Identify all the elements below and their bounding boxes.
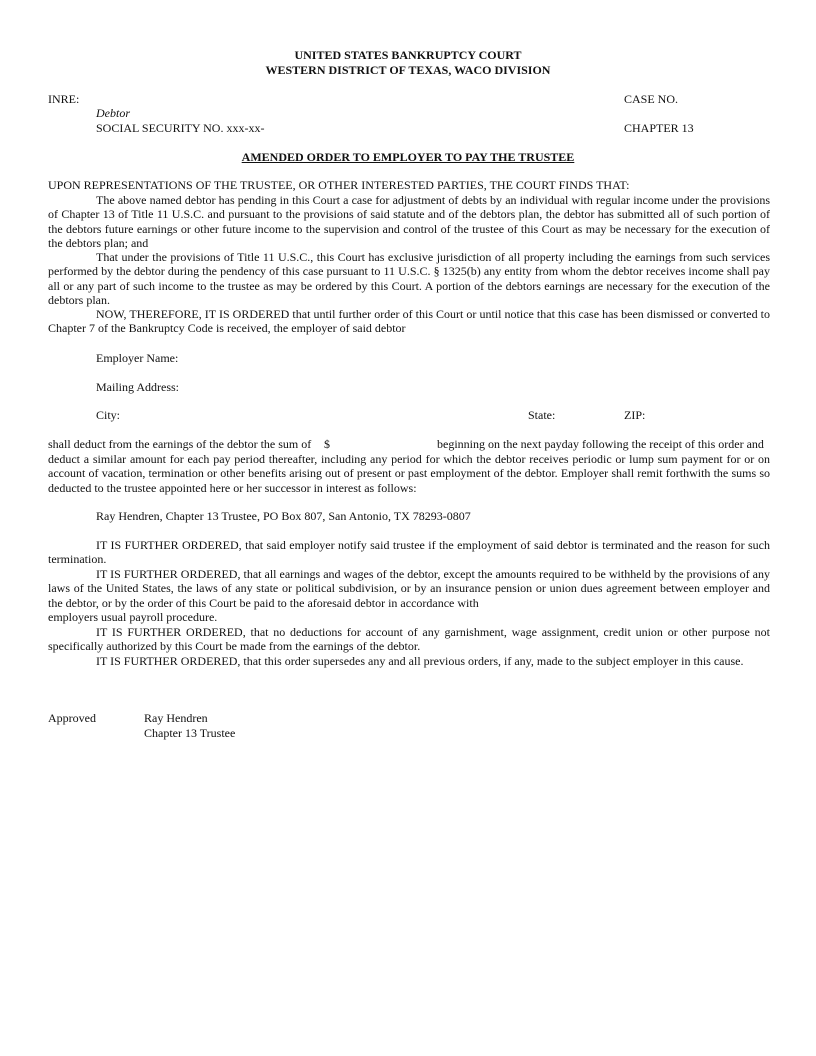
further-order-3-text: IT IS FURTHER ORDERED, that no deductions for account of any garnishment, wage assignment, credit union or other purpose not specifically authorized by this Court be made from the earnings of the debtor. [48,625,770,654]
further-order-2 [48,567,770,610]
ssn-label: SOCIAL SECURITY NO. xxx-xx- [96,121,265,135]
further-order-1 [48,538,770,567]
order-title: AMENDED ORDER TO EMPLOYER TO PAY THE TRUSTEE [241,150,575,164]
trustee-role: Chapter 13 Trustee [144,726,236,740]
court-district: WESTERN DISTRICT OF TEXAS, WACO DIVISION [265,63,551,77]
trustee-address: Ray Hendren, Chapter 13 Trustee, PO Box 807, San Antonio, TX 78293-0807 [96,509,471,523]
further-order-4-text: IT IS FURTHER ORDERED, that this order supersedes any and all previous orders, if any, made to the subject employer in this cause. [96,654,744,668]
zip-label: ZIP: [624,408,646,422]
finding-paragraph-2 [48,250,770,308]
trustee-name: Ray Hendren [144,711,208,725]
chapter-label: CHAPTER 13 [624,121,694,135]
approved-label: Approved [48,711,96,725]
finding-paragraph-1 [48,193,770,251]
deduction-first-line-rest: beginning on the next payday following the receipt of this order and [437,437,764,451]
in-re-label: INRE: [48,92,80,106]
finding-paragraph-1-text: The above named debtor has pending in this Court a case for adjustment of debts by an individual with regular income under the provisions of Chapter 13 of Title 11 U.S.C. and pursuant to the provisions of said statute and of the debtors plan, the debtor has submitted all of such portion of the debtors future earnings or other future income to the supervision and control of the trustee of this Court as may be necessary for the execution of the debtors plan; and [48,193,770,251]
city-label: City: [96,408,121,422]
order-paragraph-text: NOW, THEREFORE, IT IS ORDERED that until further order of this Court or until notice that this case has been dismissed or converted to Chapter 7 of the Bankruptcy Code is received, the employer of said debtor [48,307,770,336]
further-order-4 [48,654,770,668]
court-name: UNITED STATES BANKRUPTCY COURT [294,48,522,62]
order-paragraph [48,307,770,336]
employer-name-label: Employer Name: [96,351,179,365]
state-label: State: [528,408,556,422]
further-order-1-text: IT IS FURTHER ORDERED, that said employer notify said trustee if the employment of said debtor is terminated and the reason for such termination. [48,538,770,567]
finding-paragraph-2-text: That under the provisions of Title 11 U.S.C., this Court has exclusive jurisdiction of all property including the earnings from such services performed by the debtor during the pendency of this case pursuant to 11 U.S.C. § 1325(b) any entity from whom the debtor receives income shall pay all or any part of such income to the trustee as may be ordered by this Court. A portion of the debtors earnings are necessary for the execution of the debtors plan. [48,250,770,308]
case-number-label: CASE NO. [624,92,679,106]
findings-intro: UPON REPRESENTATIONS OF THE TRUSTEE, OR OTHER INTERESTED PARTIES, THE COURT FINDS THAT: [48,178,630,192]
dollar-sign: $ [324,437,330,451]
deduction-text: deduct a similar amount for each pay period thereafter, including any period for which the debtor receives periodic or lump sum payment for or on account of vacation, termination or other benefits arising out of present or past employment of the debtor. Employer shall remit forthwith the sums so deducted to the trustee appointed here or her successor in interest as follows: [48,452,770,495]
debtor-label: Debtor [96,106,130,120]
further-order-2-end: employers usual payroll procedure. [48,610,218,624]
deduction-lead: shall deduct from the earnings of the debtor the sum of [48,437,312,451]
mailing-address-label: Mailing Address: [96,380,179,394]
further-order-3 [48,625,770,654]
further-order-2-text: IT IS FURTHER ORDERED, that all earnings and wages of the debtor, except the amounts required to be withheld by the provisions of any laws of the United States, the laws of any state or political subdivision, or by an insurance pension or union dues agreement between employer and the debtor, or by the order of this Court be paid to the aforesaid debtor in accordance with [48,567,770,610]
